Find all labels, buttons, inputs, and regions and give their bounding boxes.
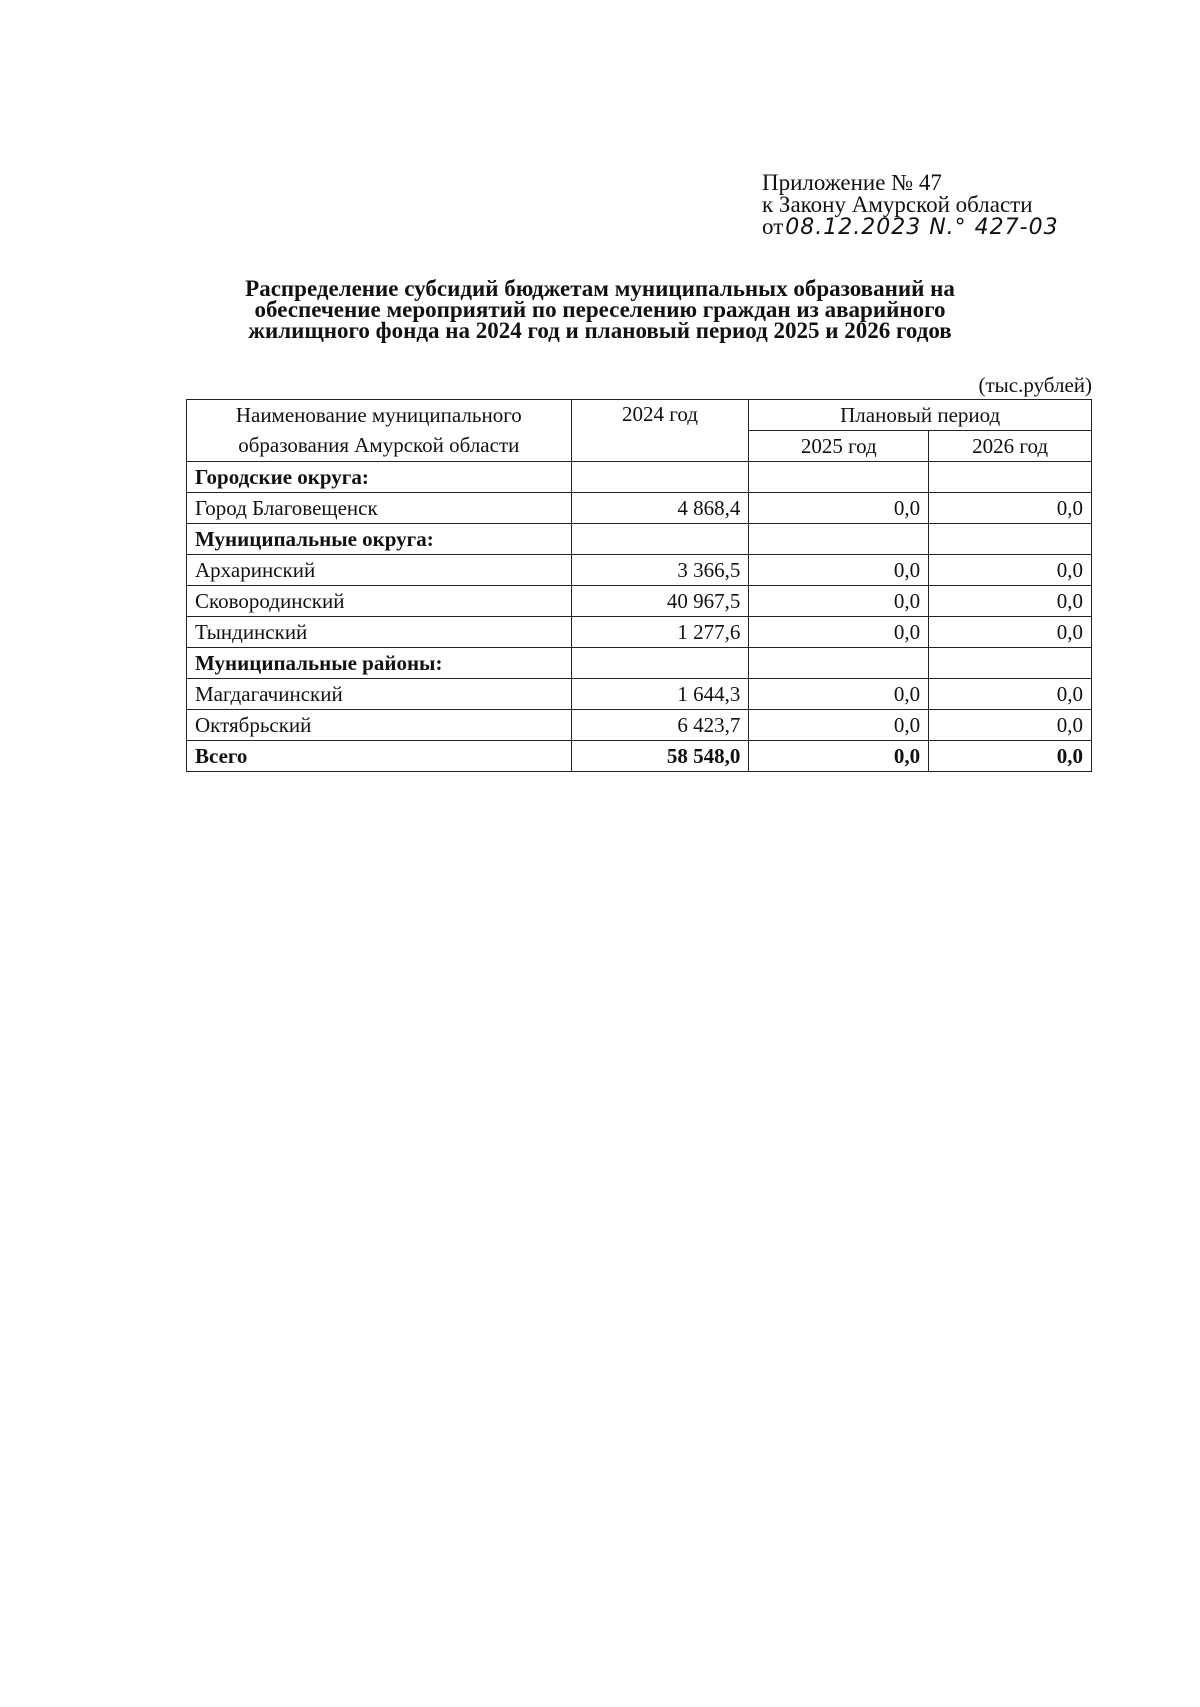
cell-2026: 0,0 bbox=[929, 586, 1092, 617]
cell-2025: 0,0 bbox=[749, 586, 929, 617]
document-title bbox=[150, 278, 1050, 341]
cell-2024: 1 277,6 bbox=[571, 617, 749, 648]
cell-municipality: Город Благовещенск bbox=[187, 493, 572, 524]
cell-2026 bbox=[929, 462, 1092, 493]
cell-2026: 0,0 bbox=[929, 555, 1092, 586]
header-2025: 2025 год bbox=[749, 431, 929, 462]
table-row bbox=[187, 493, 1092, 524]
table-total-row bbox=[187, 741, 1092, 772]
cell-2026 bbox=[929, 524, 1092, 555]
cell-municipality: Тындинский bbox=[187, 617, 572, 648]
appendix-date-prefix: от bbox=[762, 214, 784, 239]
cell-2024: 4 868,4 bbox=[571, 493, 749, 524]
cell-2025 bbox=[749, 462, 929, 493]
title-line-1: Распределение субсидий бюджетам муниципальных образований на bbox=[245, 276, 955, 301]
cell-2025: 0,0 bbox=[749, 710, 929, 741]
cell-municipality: Муниципальные округа: bbox=[187, 524, 572, 555]
appendix-law-reference: к Закону Амурской области bbox=[762, 192, 1033, 217]
appendix-date-line bbox=[762, 216, 1059, 239]
table-group-row bbox=[187, 648, 1092, 679]
header-2024: 2024 год bbox=[571, 400, 749, 462]
cell-2024: 6 423,7 bbox=[571, 710, 749, 741]
cell-2026: 0,0 bbox=[929, 710, 1092, 741]
table-header-row bbox=[187, 400, 1092, 431]
table-row bbox=[187, 617, 1092, 648]
table-row bbox=[187, 679, 1092, 710]
subsidy-table bbox=[186, 399, 1092, 772]
table-row bbox=[187, 555, 1092, 586]
cell-2024 bbox=[571, 524, 749, 555]
header-planned-period: Плановый период bbox=[749, 400, 1092, 431]
cell-2025 bbox=[749, 524, 929, 555]
cell-2025: 0,0 bbox=[749, 493, 929, 524]
cell-2024 bbox=[571, 648, 749, 679]
table-group-row bbox=[187, 524, 1092, 555]
appendix-number: Приложение № 47 bbox=[762, 170, 942, 195]
table-group-row bbox=[187, 462, 1092, 493]
cell-2024: 3 366,5 bbox=[571, 555, 749, 586]
cell-2025: 0,0 bbox=[749, 555, 929, 586]
cell-municipality: Городские округа: bbox=[187, 462, 572, 493]
cell-2025: 0,0 bbox=[749, 679, 929, 710]
cell-municipality: Магдагачинский bbox=[187, 679, 572, 710]
cell-2026 bbox=[929, 648, 1092, 679]
cell-2026: 0,0 bbox=[929, 493, 1092, 524]
table-row bbox=[187, 710, 1092, 741]
cell-2024: 40 967,5 bbox=[571, 586, 749, 617]
header-name-line-1: Наименование муниципального bbox=[235, 403, 522, 427]
cell-municipality: Октябрьский bbox=[187, 710, 572, 741]
appendix-header bbox=[762, 172, 1059, 239]
cell-2024 bbox=[571, 462, 749, 493]
table-body bbox=[187, 462, 1092, 772]
cell-municipality: Всего bbox=[187, 741, 572, 772]
handwritten-date-number: 08.12.2023 N.° 427-03 bbox=[785, 215, 1059, 240]
header-name-line-2: образования Амурской области bbox=[238, 433, 520, 457]
units-label: (тыс.рублей) bbox=[978, 373, 1092, 397]
title-line-3: жилищного фонда на 2024 год и плановый период 2025 и 2026 годов bbox=[248, 318, 952, 343]
cell-2026: 0,0 bbox=[929, 617, 1092, 648]
cell-2024: 58 548,0 bbox=[571, 741, 749, 772]
header-municipality-name bbox=[187, 400, 572, 462]
cell-municipality: Муниципальные районы: bbox=[187, 648, 572, 679]
cell-2025: 0,0 bbox=[749, 617, 929, 648]
cell-2025 bbox=[749, 648, 929, 679]
title-line-2: обеспечение мероприятий по переселению граждан из аварийного bbox=[254, 297, 946, 322]
cell-2024: 1 644,3 bbox=[571, 679, 749, 710]
header-2026: 2026 год bbox=[929, 431, 1092, 462]
cell-2025: 0,0 bbox=[749, 741, 929, 772]
cell-2026: 0,0 bbox=[929, 679, 1092, 710]
cell-2026: 0,0 bbox=[929, 741, 1092, 772]
table-row bbox=[187, 586, 1092, 617]
cell-municipality: Архаринский bbox=[187, 555, 572, 586]
cell-municipality: Сковородинский bbox=[187, 586, 572, 617]
